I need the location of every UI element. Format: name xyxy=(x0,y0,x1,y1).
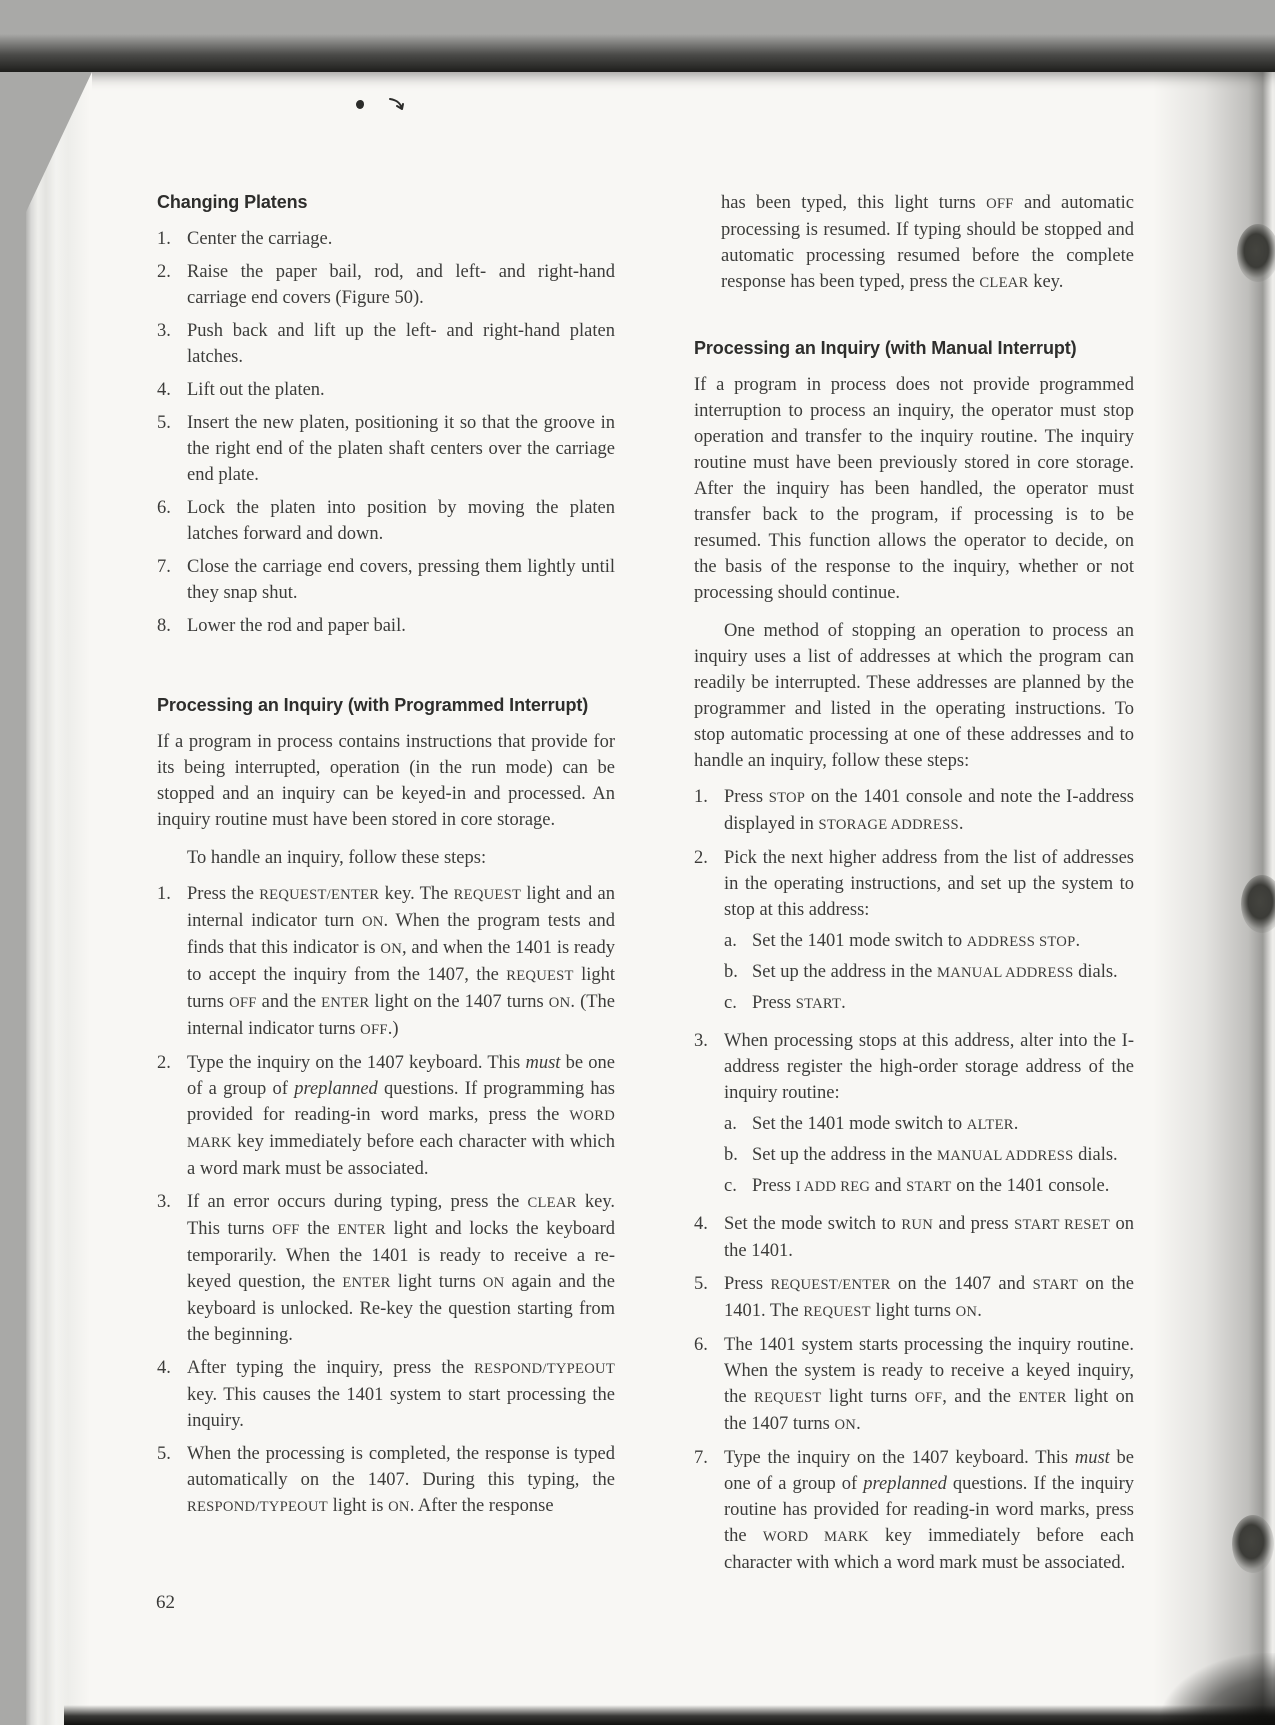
sub-list-item-text: Set the 1401 mode switch to ADDRESS STOP. xyxy=(752,931,1081,951)
list-item xyxy=(157,318,615,370)
paragraph: If a program in process does not provide programmed interruption to process an inquiry, the operator must stop operation and transfer to the inquiry routine. The inquiry routine must have been previously stored in core storage. After the inquiry has been handled, the operator must transfer back to the program, if processing is to be resumed. This function allows the operator to decide, on the basis of the response to the inquiry, whether or not processing should continue. xyxy=(694,375,1134,603)
list-number: 3. xyxy=(157,1192,171,1212)
list-item-text: After typing the inquiry, press the RESPOND/TYPEOUT key. This causes the 1401 system to start processing the inquiry. xyxy=(187,1358,615,1431)
list-item xyxy=(157,554,615,606)
sub-list-item xyxy=(724,1173,1134,1200)
paragraph: One method of stopping an operation to process an inquiry uses a list of addresses at which the program can readily be interrupted. These addresses are planned by the programmer and listed in the operating instructions. To stop automatic processing at one of these addresses and to handle an inquiry, follow these steps: xyxy=(694,621,1134,771)
list-item-text: Raise the paper bail, rod, and left- and right-hand carriage end covers (Figure 50). xyxy=(187,262,615,308)
sub-list-item xyxy=(724,1142,1134,1169)
list-number: 3. xyxy=(694,1031,708,1051)
binding-hole xyxy=(1237,224,1275,282)
bottom-scan-shadow xyxy=(64,1705,1275,1725)
sub-list xyxy=(724,1111,1134,1200)
list-item-text: Type the inquiry on the 1407 keyboard. This must be one of a group of preplanned questions. If programming has provided for reading-in word marks, press the WORD MARK key immediately before each character with which a word mark must be associated. xyxy=(187,1053,615,1179)
list-item-text: Press the REQUEST/ENTER key. The REQUEST light and an internal indicator turn ON. When the program tests and finds that this indicator is ON, and when the 1401 is ready to accept the inquiry from the 1407, the REQUEST light turns OFF and the ENTER light on the 1407 turns ON. (The internal indicator turns OFF.) xyxy=(187,884,616,1039)
sub-list-item-text: Press I ADD REG and START on the 1401 console. xyxy=(752,1176,1110,1196)
list-item xyxy=(694,1028,1134,1204)
list-item xyxy=(157,1050,615,1182)
ink-speck-arrow-icon xyxy=(388,96,408,118)
ordered-list xyxy=(157,881,615,1520)
sub-list-item-text: Press START. xyxy=(752,993,846,1013)
list-item-text: Lock the platen into position by moving the platen latches forward and down. xyxy=(187,498,615,544)
list-item xyxy=(157,1441,615,1520)
stacked-page-edges xyxy=(26,72,92,1725)
sub-list-item xyxy=(724,990,1134,1017)
list-item-text: Center the carriage. xyxy=(187,229,333,249)
ordered-list xyxy=(694,784,1134,1576)
list-number: 7. xyxy=(694,1448,708,1468)
top-left-corner-shadow xyxy=(26,72,92,212)
list-item-text: Press STOP on the 1401 console and note the I-address displayed in STORAGE ADDRESS. xyxy=(724,787,1134,834)
list-item xyxy=(157,495,615,547)
list-item xyxy=(157,377,615,403)
sub-list-item-text: Set up the address in the MANUAL ADDRESS dials. xyxy=(752,962,1118,982)
list-item xyxy=(694,1211,1134,1264)
list-number: 5. xyxy=(157,413,171,433)
list-item-text: Lift out the platen. xyxy=(187,380,325,400)
list-item xyxy=(694,1332,1134,1438)
sub-list-letter: c. xyxy=(724,1176,737,1196)
list-number: 7. xyxy=(157,557,171,577)
list-number: 4. xyxy=(157,380,171,400)
list-number: 5. xyxy=(157,1444,171,1464)
sub-list-letter: b. xyxy=(724,1145,738,1165)
list-item-text: Push back and lift up the left- and right-hand platen latches. xyxy=(187,321,615,367)
list-item xyxy=(694,1271,1134,1325)
list-number: 1. xyxy=(157,229,171,249)
list-number: 6. xyxy=(694,1335,708,1355)
list-number: 4. xyxy=(694,1214,708,1234)
list-item-text: When processing stops at this address, alter into the I-address register the high-order storage address of the inquiry routine: a. Set the 1401 mode switch to ALTER. b. Set up the address in the MANUAL ADDRESS dials. c. Press I ADD REG and START on the 1401 console. xyxy=(724,1028,1134,1204)
list-number: 1. xyxy=(694,787,708,807)
list-item-text: Close the carriage end covers, pressing them lightly until they snap shut. xyxy=(187,557,615,603)
list-number: 6. xyxy=(157,498,171,518)
sub-list-item-text: Set the 1401 mode switch to ALTER. xyxy=(752,1114,1019,1134)
ink-speck-dot xyxy=(356,100,364,109)
list-item xyxy=(157,1355,615,1434)
page-number: 62 xyxy=(156,1592,175,1613)
sub-list-item-text: Set up the address in the MANUAL ADDRESS dials. xyxy=(752,1145,1118,1165)
sub-list-letter: b. xyxy=(724,962,738,982)
list-item-text: Press REQUEST/ENTER on the 1407 and START on the 1401. The REQUEST light turns ON. xyxy=(724,1274,1135,1321)
list-item xyxy=(157,259,615,311)
list-item-text: Type the inquiry on the 1407 keyboard. This must be one of a group of preplanned questions. If the inquiry routine has provided for reading-in word marks, press the WORD MARK key immediately before each character with which a word mark must be associated. xyxy=(724,1448,1134,1573)
left-column xyxy=(157,190,615,1527)
binding-hole xyxy=(1241,875,1275,933)
list-number: 4. xyxy=(157,1358,171,1378)
list-item xyxy=(157,410,615,488)
list-number: 8. xyxy=(157,616,171,636)
list-item-text: The 1401 system starts processing the inquiry routine. When the system is ready to receive a keyed inquiry, the REQUEST light turns OFF, and the ENTER light on the 1407 turns ON. xyxy=(724,1335,1135,1434)
list-item-text: When the processing is completed, the response is typed automatically on the 1407. During this typing, the RESPOND/TYPEOUT light is ON. After the response xyxy=(187,1444,615,1516)
list-number: 2. xyxy=(157,262,171,282)
paragraph: has been typed, this light turns OFF and automatic processing is resumed. If typing should be stopped and automatic processing resumed before the complete response has been typed, press the CLEAR key. xyxy=(721,193,1134,292)
list-item xyxy=(694,845,1134,1021)
top-scan-shadow xyxy=(0,34,1275,72)
paragraph: To handle an inquiry, follow these steps: xyxy=(187,848,487,868)
list-item-text: Insert the new platen, positioning it so that the groove in the right end of the platen shaft centers over the carriage end plate. xyxy=(187,413,615,485)
section-heading: Processing an Inquiry (with Manual Interrupt) xyxy=(694,338,1077,358)
list-item-text: Pick the next higher address from the list of addresses in the operating instructions, and set up the system to stop at this address: a. Set the 1401 mode switch to ADDRESS STOP. b. Set up the address in the MANUAL ADDRESS dials. c. Press START. xyxy=(724,845,1134,1021)
list-item xyxy=(157,881,615,1043)
binding-hole xyxy=(1232,1515,1274,1573)
sub-list-letter: a. xyxy=(724,931,737,951)
list-item xyxy=(694,784,1134,838)
list-item-text: Set the mode switch to RUN and press START RESET on the 1401. xyxy=(724,1214,1135,1261)
sub-list-item xyxy=(724,928,1134,955)
list-item-text: If an error occurs during typing, press the CLEAR key. This turns OFF the ENTER light and locks the keyboard temporarily. When the 1401 is ready to receive a re-keyed question, the ENTER light turns ON again and the keyboard is unlocked. Re-key the question starting from the beginning. xyxy=(187,1192,616,1345)
sub-list xyxy=(724,928,1134,1017)
bottom-right-corner-shadow xyxy=(1160,1653,1275,1725)
list-item xyxy=(157,226,615,252)
list-item xyxy=(694,1445,1134,1576)
right-column xyxy=(694,190,1134,1583)
list-number: 1. xyxy=(157,884,171,904)
list-item xyxy=(157,613,615,639)
sub-list-item xyxy=(724,959,1134,986)
list-item-text: Lower the rod and paper bail. xyxy=(187,616,406,636)
section-heading: Processing an Inquiry (with Programmed Interrupt) xyxy=(157,695,589,715)
sub-list-letter: c. xyxy=(724,993,737,1013)
list-number: 2. xyxy=(694,848,708,868)
section-heading: Changing Platens xyxy=(157,192,308,212)
list-number: 5. xyxy=(694,1274,708,1294)
ordered-list xyxy=(157,226,615,639)
sub-list-letter: a. xyxy=(724,1114,737,1134)
list-number: 3. xyxy=(157,321,171,341)
list-item xyxy=(157,1189,615,1348)
paragraph: If a program in process contains instructions that provide for its being interrupted, operation (in the run mode) can be stopped and an inquiry can be keyed-in and processed. An inquiry routine must have been stored in core storage. xyxy=(157,732,615,830)
sub-list-item xyxy=(724,1111,1134,1138)
list-number: 2. xyxy=(157,1053,171,1073)
